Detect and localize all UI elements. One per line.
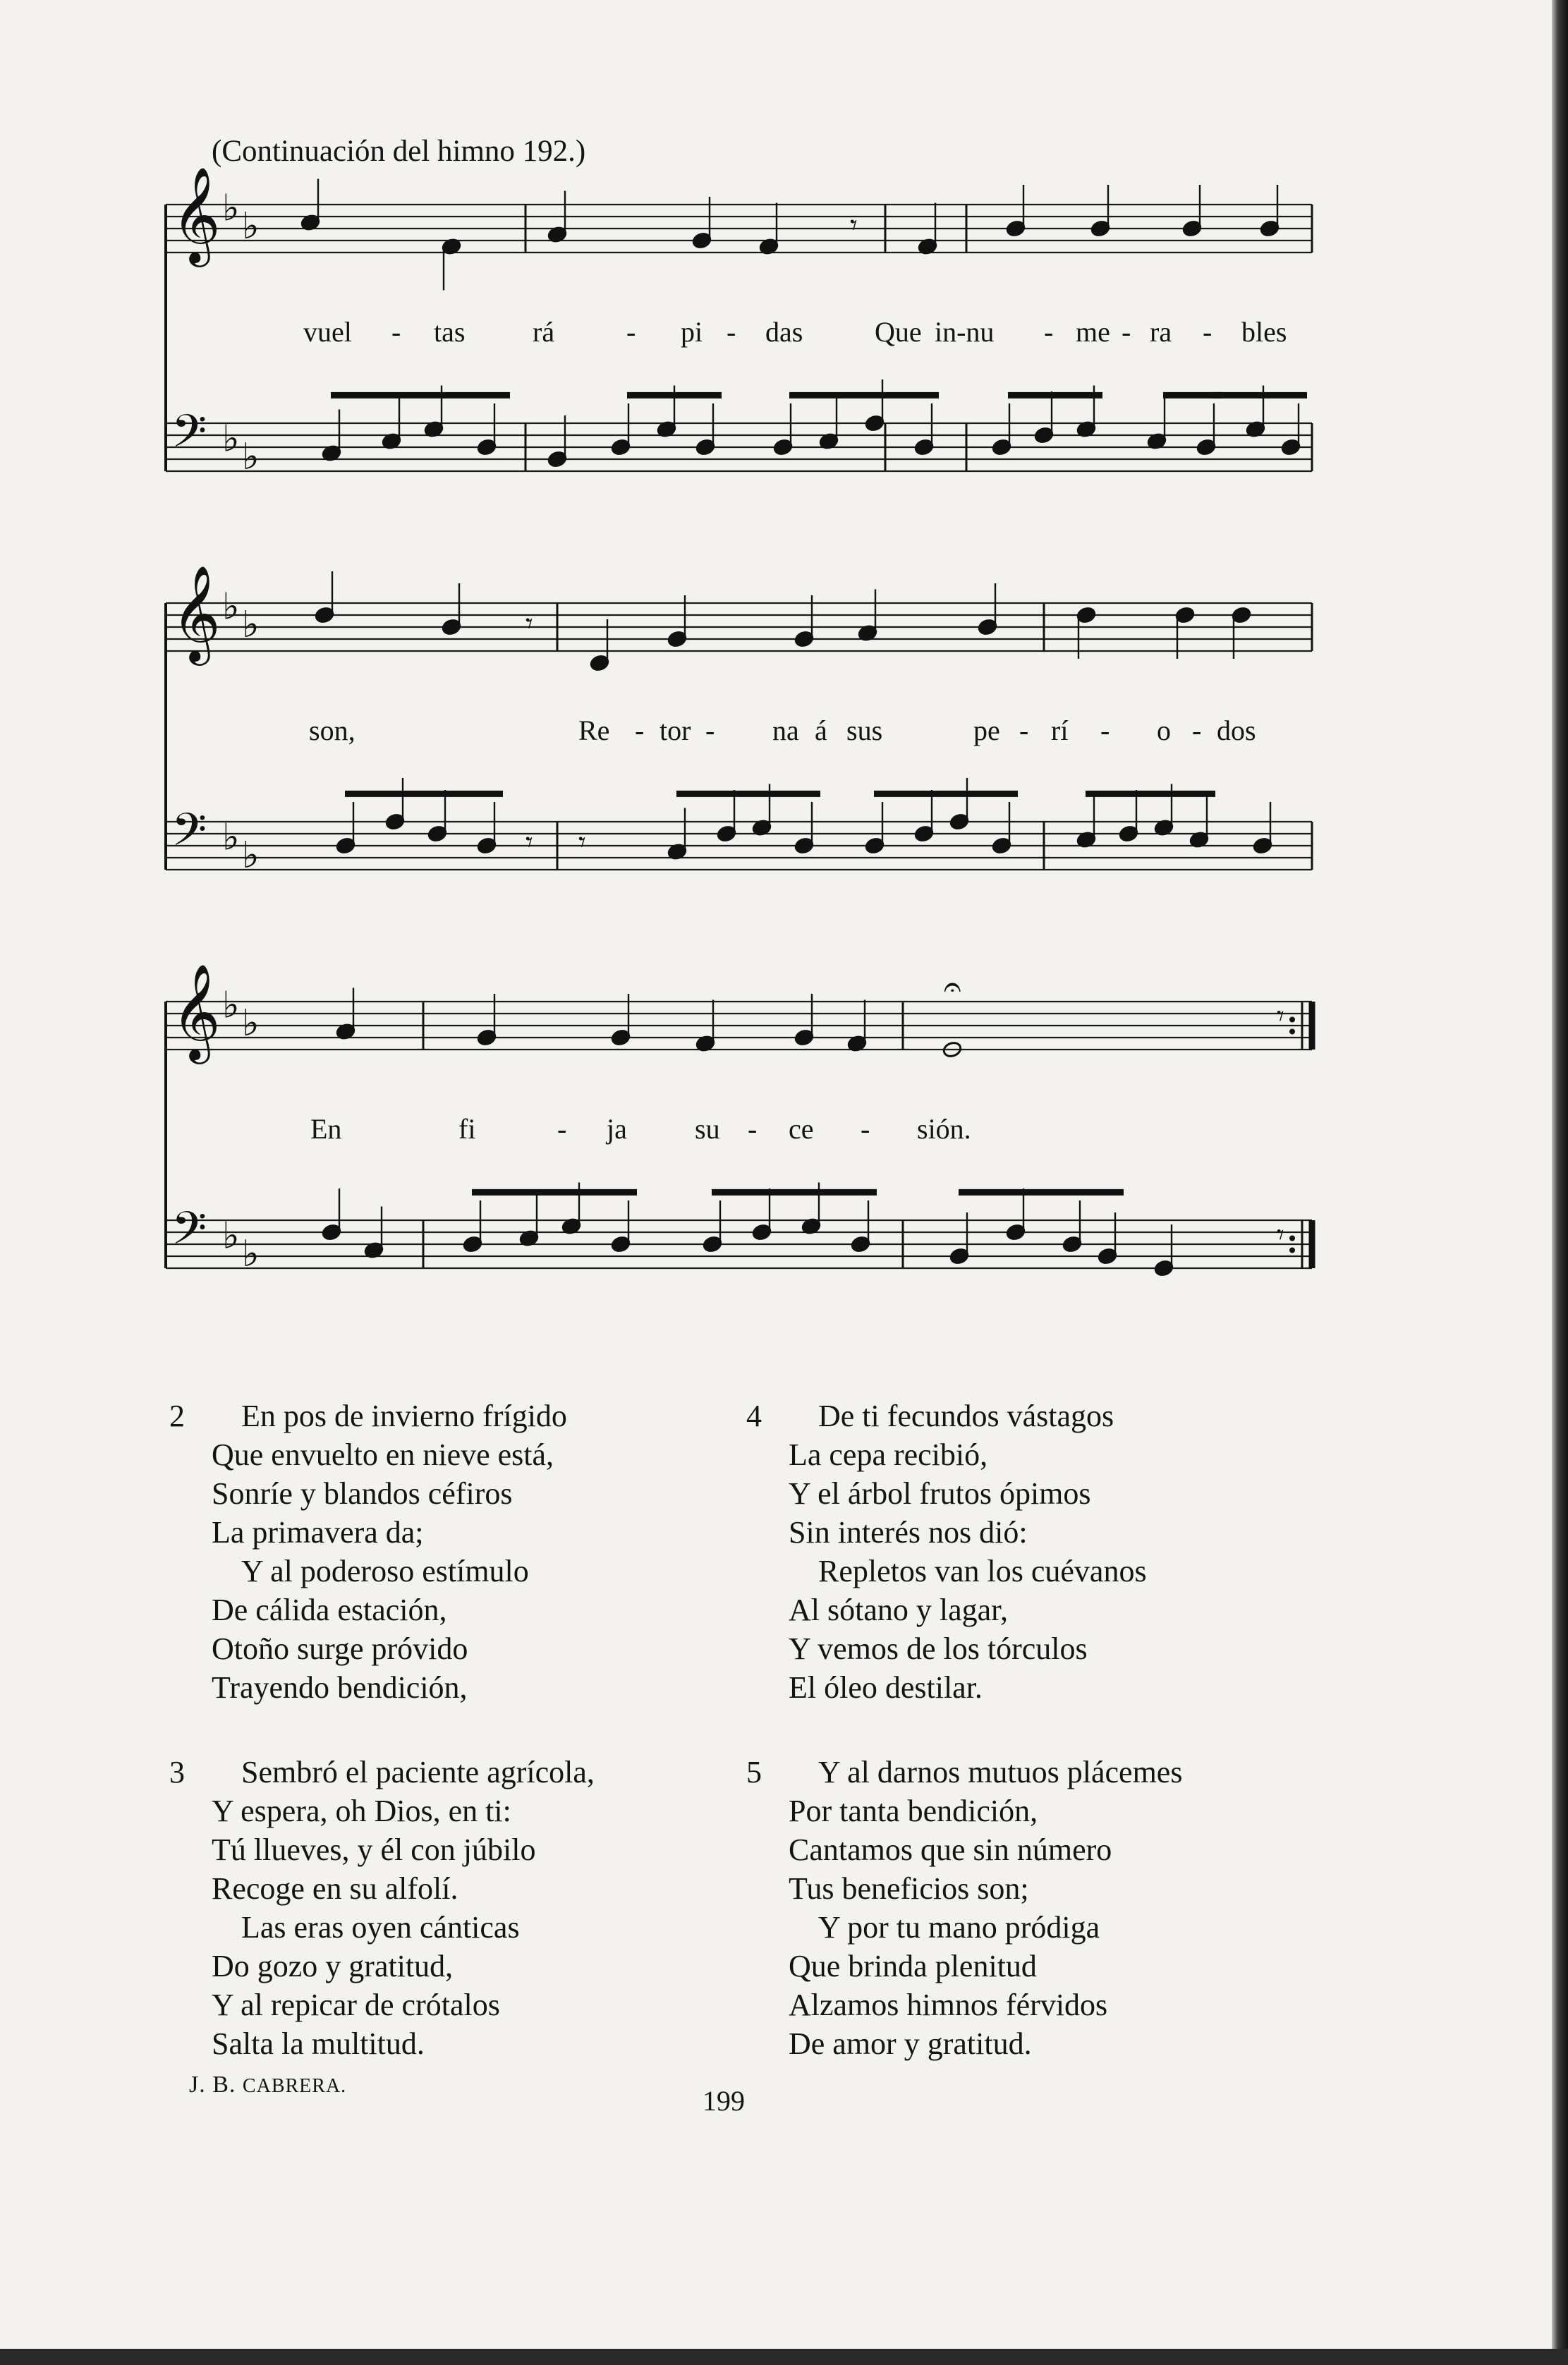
rest-icon: 𝄾 — [578, 826, 586, 859]
repeat-dot — [1289, 1029, 1295, 1035]
verse-line: Que brinda plenitud — [789, 1949, 1037, 1983]
lyric-syllable: - — [748, 1113, 758, 1145]
flat-icon: ♭ — [242, 205, 260, 248]
beam — [345, 791, 503, 797]
verse-line: Que envuelto en nieve está, — [212, 1437, 554, 1472]
verse-line: Por tanta bendición, — [789, 1794, 1038, 1828]
lyric-syllable: - — [1100, 715, 1110, 746]
author-initials: J. B. — [189, 2072, 236, 2098]
lyric-syllable: Re — [578, 715, 610, 746]
treble-clef-icon: 𝄞 — [171, 564, 221, 662]
verse-line: Las eras oyen cánticas — [241, 1910, 520, 1945]
repeat-dot — [1289, 1236, 1295, 1241]
repeat-dot — [1289, 1248, 1295, 1253]
book-spine-shadow — [1552, 0, 1568, 2365]
lyric-syllable: ja — [607, 1113, 627, 1145]
beam — [627, 392, 722, 399]
verse-line: Trayendo bendición, — [212, 1670, 468, 1705]
flat-icon: ♭ — [242, 604, 260, 646]
flat-icon: ♭ — [222, 187, 240, 230]
lyric-syllable: - — [391, 316, 401, 348]
flat-icon: ♭ — [242, 436, 260, 478]
beam — [676, 791, 820, 797]
verse-line: Repletos van los cuévanos — [818, 1554, 1147, 1588]
bass-clef-icon: 𝄢 — [171, 803, 207, 868]
verse-line: La primavera da; — [212, 1515, 424, 1550]
lyric-syllable: in-nu — [935, 316, 995, 348]
lyric-syllable: - — [1044, 316, 1054, 348]
verse-line: De amor y gratitud. — [789, 2026, 1032, 2061]
verse-line: Y vemos de los tórculos — [789, 1631, 1088, 1666]
lyric-syllable: pe — [973, 715, 1000, 746]
verse-line: Do gozo y gratitud, — [212, 1949, 454, 1983]
beam — [472, 1189, 637, 1196]
lyric-syllable: - — [727, 316, 736, 348]
verse-line: Otoño surge próvido — [212, 1631, 468, 1666]
rest-icon: 𝄾 — [525, 826, 533, 859]
flat-icon: ♭ — [242, 834, 260, 877]
verse-line: De ti fecundos vástagos — [818, 1399, 1114, 1433]
lyric-syllable: - — [1192, 715, 1202, 746]
verse-5 — [746, 1753, 1183, 2063]
fermata-icon: 𝄐 — [944, 969, 961, 1005]
page-edge-shadow — [0, 2349, 1568, 2365]
verse-line: Y al poderoso estímulo — [241, 1554, 529, 1588]
bass-clef-icon: 𝄢 — [171, 405, 207, 469]
flat-icon: ♭ — [222, 984, 240, 1027]
beam — [712, 1189, 877, 1196]
beam — [1086, 791, 1215, 797]
beam — [1213, 392, 1307, 399]
flat-icon: ♭ — [222, 418, 240, 461]
treble-clef-icon: 𝄞 — [171, 962, 221, 1060]
lyric-syllable: rí — [1051, 715, 1069, 746]
verse-3 — [169, 1753, 595, 2063]
flat-icon: ♭ — [222, 1215, 240, 1258]
lyric-syllable: - — [635, 715, 645, 746]
beam — [1008, 392, 1102, 399]
lyric-syllable: fi — [458, 1113, 476, 1145]
page-heading: (Continuación del himno 192.) — [212, 135, 586, 168]
verse-line: Recoge en su alfolí. — [212, 1871, 458, 1906]
verse-line: La cepa recibió, — [789, 1437, 988, 1472]
verse-line: Sin interés nos dió: — [789, 1515, 1028, 1550]
lyric-syllable: sión. — [917, 1113, 971, 1145]
verse-line: Tus beneficios son; — [789, 1871, 1029, 1906]
verse-number: 2 — [169, 1399, 185, 1433]
lyric-syllable: o — [1157, 715, 1171, 746]
verse-2 — [169, 1397, 567, 1707]
lyric-syllable: vuel — [303, 316, 352, 348]
verse-line: Y el árbol frutos ópimos — [789, 1476, 1091, 1511]
lyric-syllable: bles — [1241, 316, 1287, 348]
lyric-syllable: su — [695, 1113, 720, 1145]
lyric-syllable: - — [1122, 316, 1131, 348]
lyric-syllable: rá — [533, 316, 555, 348]
lyric-syllable: Que — [875, 316, 922, 348]
beam — [959, 1189, 1124, 1196]
lyric-syllable: - — [626, 316, 636, 348]
lyric-syllable: - — [861, 1113, 870, 1145]
lyric-syllable: - — [705, 715, 715, 746]
lyric-syllable: tor — [660, 715, 691, 746]
flat-icon: ♭ — [222, 585, 240, 628]
verse-line: Al sótano y lagar, — [789, 1593, 1009, 1627]
treble-clef-icon: 𝄞 — [171, 165, 221, 263]
beam — [874, 791, 1018, 797]
lyric-syllable: das — [765, 316, 803, 348]
lyric-syllable: me — [1076, 316, 1110, 348]
lyric-syllable: ce — [789, 1113, 814, 1145]
lyric-syllable: dos — [1217, 715, 1256, 746]
author-name: CABRERA. — [242, 2075, 347, 2097]
verse-line: Sonríe y blandos céfiros — [212, 1476, 513, 1511]
verse-line: Alzamos himnos férvidos — [789, 1988, 1108, 2022]
verse-4 — [746, 1397, 1147, 1707]
rest-icon: 𝄾 — [1277, 1219, 1284, 1251]
beam — [331, 392, 510, 399]
verse-line: Salta la multitud. — [212, 2026, 425, 2061]
beam — [789, 392, 939, 399]
lyric-syllable: - — [1019, 715, 1029, 746]
lyric-syllable: En — [310, 1113, 342, 1145]
verse-line: Y al repicar de crótalos — [212, 1988, 500, 2022]
rest-icon: 𝄾 — [525, 607, 533, 640]
lyric-syllable: na — [772, 715, 799, 746]
rest-icon: 𝄾 — [850, 209, 858, 242]
lyric-syllable: - — [557, 1113, 567, 1145]
verse-line: Y por tu mano pródiga — [818, 1910, 1100, 1945]
lyric-syllable: - — [1203, 316, 1213, 348]
flat-icon: ♭ — [222, 816, 240, 859]
flat-icon: ♭ — [242, 1233, 260, 1275]
verse-line: El óleo destilar. — [789, 1670, 983, 1705]
repeat-dot — [1289, 1017, 1295, 1023]
verse-line: De cálida estación, — [212, 1593, 447, 1627]
lyric-syllable: pi — [681, 316, 703, 348]
verse-line: En pos de invierno frígido — [241, 1399, 567, 1433]
flat-icon: ♭ — [242, 1002, 260, 1045]
rest-icon: 𝄾 — [1277, 1000, 1284, 1033]
lyric-syllable: tas — [434, 316, 466, 348]
lyric-syllable: á — [815, 715, 827, 746]
verse-line: Y al darnos mutuos plácemes — [818, 1755, 1183, 1789]
verse-line: Sembró el paciente agrícola, — [241, 1755, 595, 1789]
verse-line: Tú llueves, y él con júbilo — [212, 1832, 536, 1867]
verse-line: Cantamos que sin número — [789, 1832, 1112, 1867]
verse-number: 4 — [746, 1399, 762, 1433]
page-number: 199 — [703, 2085, 745, 2117]
lyric-syllable: son, — [309, 715, 355, 746]
verse-number: 5 — [746, 1755, 762, 1789]
lyric-syllable: sus — [846, 715, 883, 746]
lyric-syllable: ra — [1150, 316, 1172, 348]
bass-clef-icon: 𝄢 — [171, 1202, 207, 1266]
verse-line: Y espera, oh Dios, en ti: — [212, 1794, 511, 1828]
verse-number: 3 — [169, 1755, 185, 1789]
author-credit — [189, 2072, 346, 2098]
